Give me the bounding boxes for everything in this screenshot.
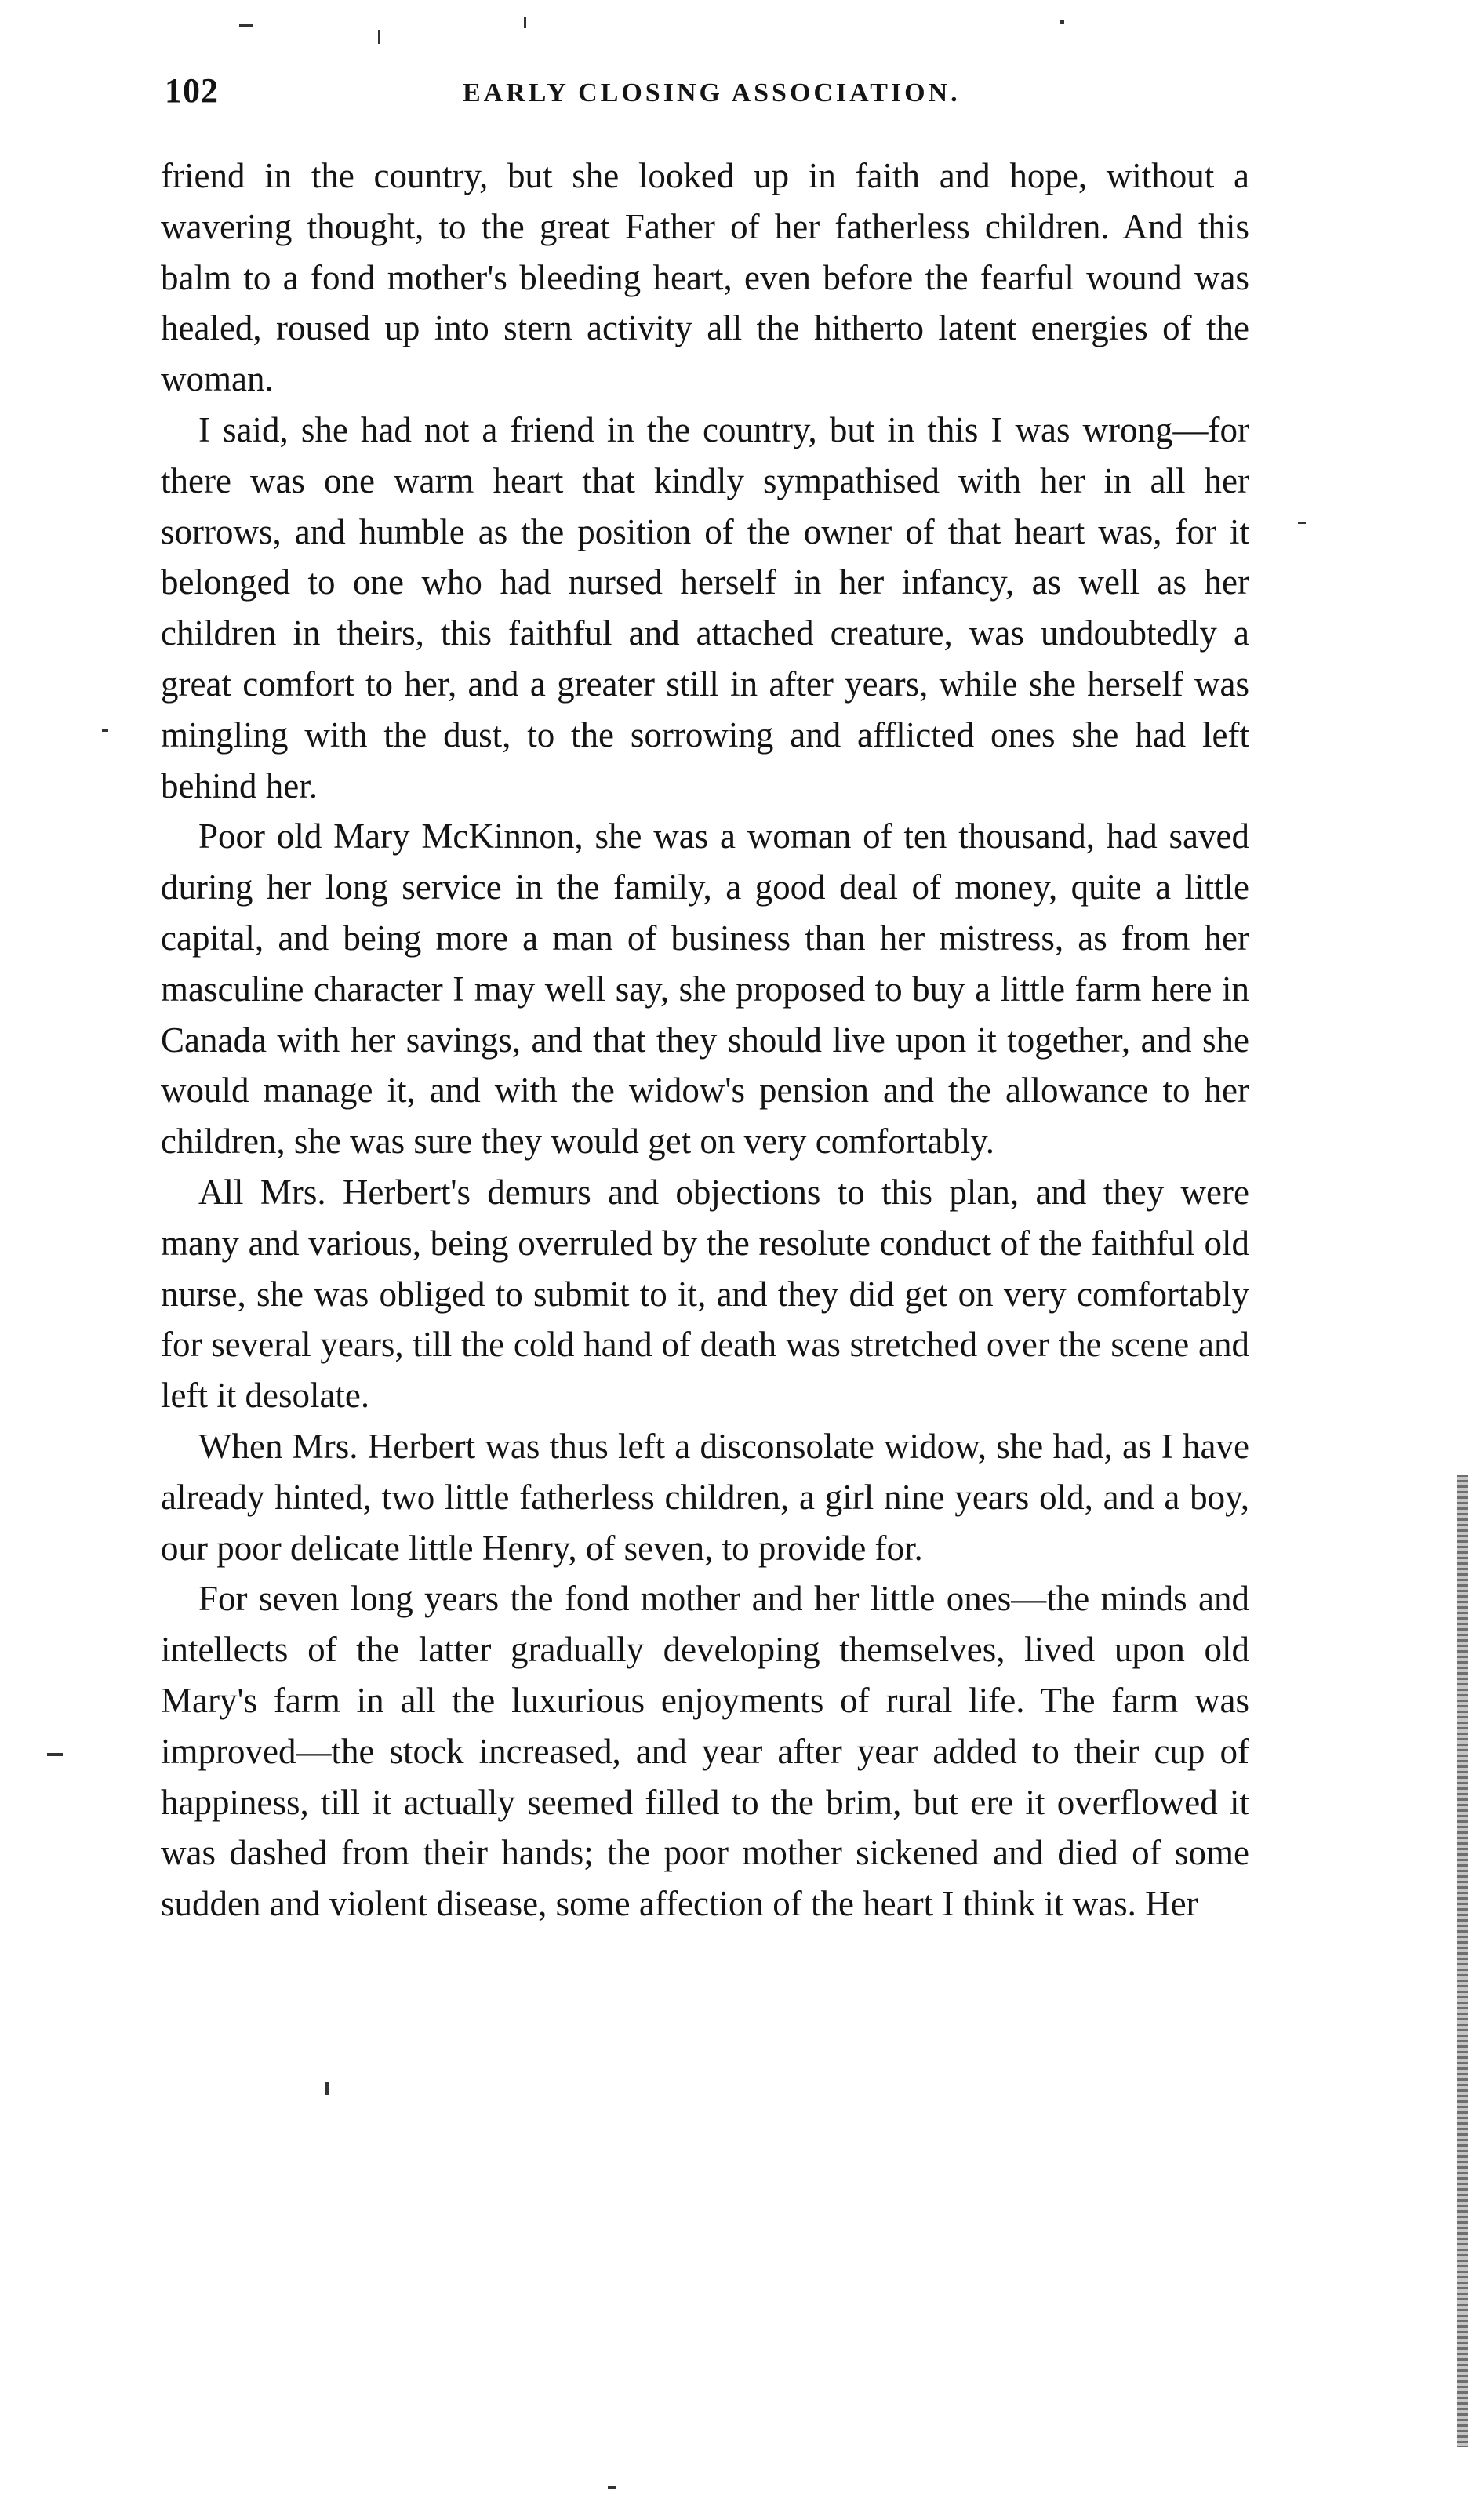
paragraph-6: For seven long years the fond mother and her little ones—the minds and intellects of the latter gradually developing themselves, lived upon old Mary's farm in all the luxurious enjoyments of rural life. The farm was improved—the stock increased, and year after year added to their cup of happiness, till it actually seemed filled to the brim, but ere it overflowed it was dashed from their hands; the poor mother sickened and died of some sudden and violent disease, some affection of the heart I think it was. Her <box>161 1579 1249 1924</box>
page-header <box>157 71 1270 118</box>
scan-speck <box>608 2486 616 2489</box>
scan-speck <box>1298 522 1306 524</box>
paragraph-1: friend in the country, but she looked up in faith and hope, without a wavering thought, to the great Father of her fatherless children. And this balm to a fond mother's bleeding heart, even before the fearful wound was healed, roused up into stern activity all the hitherto latent energies of the woman. <box>161 156 1249 399</box>
scan-speck <box>47 1753 63 1756</box>
scan-speck <box>1060 20 1064 24</box>
scan-speck <box>378 30 380 44</box>
running-head: EARLY CLOSING ASSOCIATION. <box>463 78 961 107</box>
paragraph-4: All Mrs. Herbert's demurs and objections to this plan, and they were many and various, being overruled by the resolute conduct of the faithful old nurse, she was obliged to submit to it, and they did get on very comfortably for several years, till the cold hand of death was stretched over the scene and left it desolate. <box>161 1172 1249 1416</box>
page-edge-artifact <box>1457 1475 1468 2447</box>
scan-speck <box>325 2082 329 2095</box>
paragraph-2: I said, she had not a friend in the country, but in this I was wrong—for there was one warm heart that kindly sympathised with her in all her sorrows, and humble as the position of the owner of that heart was, for it belonged to one who had nursed herself in her infancy, as well as her children in theirs, this faithful and attached creature, was undoubtedly a great comfort to her, and a greater still in after years, while she herself was mingling with the dust, to the sorrowing and afflicted ones she had left behind her. <box>161 409 1249 805</box>
scan-speck <box>524 17 526 28</box>
page-number: 102 <box>165 71 219 110</box>
scan-speck <box>102 729 108 732</box>
body-text <box>161 151 1249 1929</box>
scan-speck <box>239 24 253 27</box>
paragraph-3: Poor old Mary McKinnon, she was a woman of ten thousand, had saved during her long service in the family, a good deal of money, quite a little capital, and being more a man of business than her mistress, as from her masculine character I may well say, she proposed to buy a little farm here in Canada with her savings, and that they should live upon it together, and she would manage it, and with the widow's pension and the allowance to her children, she was sure they would get on very comfortably. <box>161 816 1249 1162</box>
paragraph-5: When Mrs. Herbert was thus left a disconsolate widow, she had, as I have already hinted, two little fatherless children, a girl nine years old, and a boy, our poor delicate little Henry, of seven, to provide for. <box>161 1426 1249 1568</box>
